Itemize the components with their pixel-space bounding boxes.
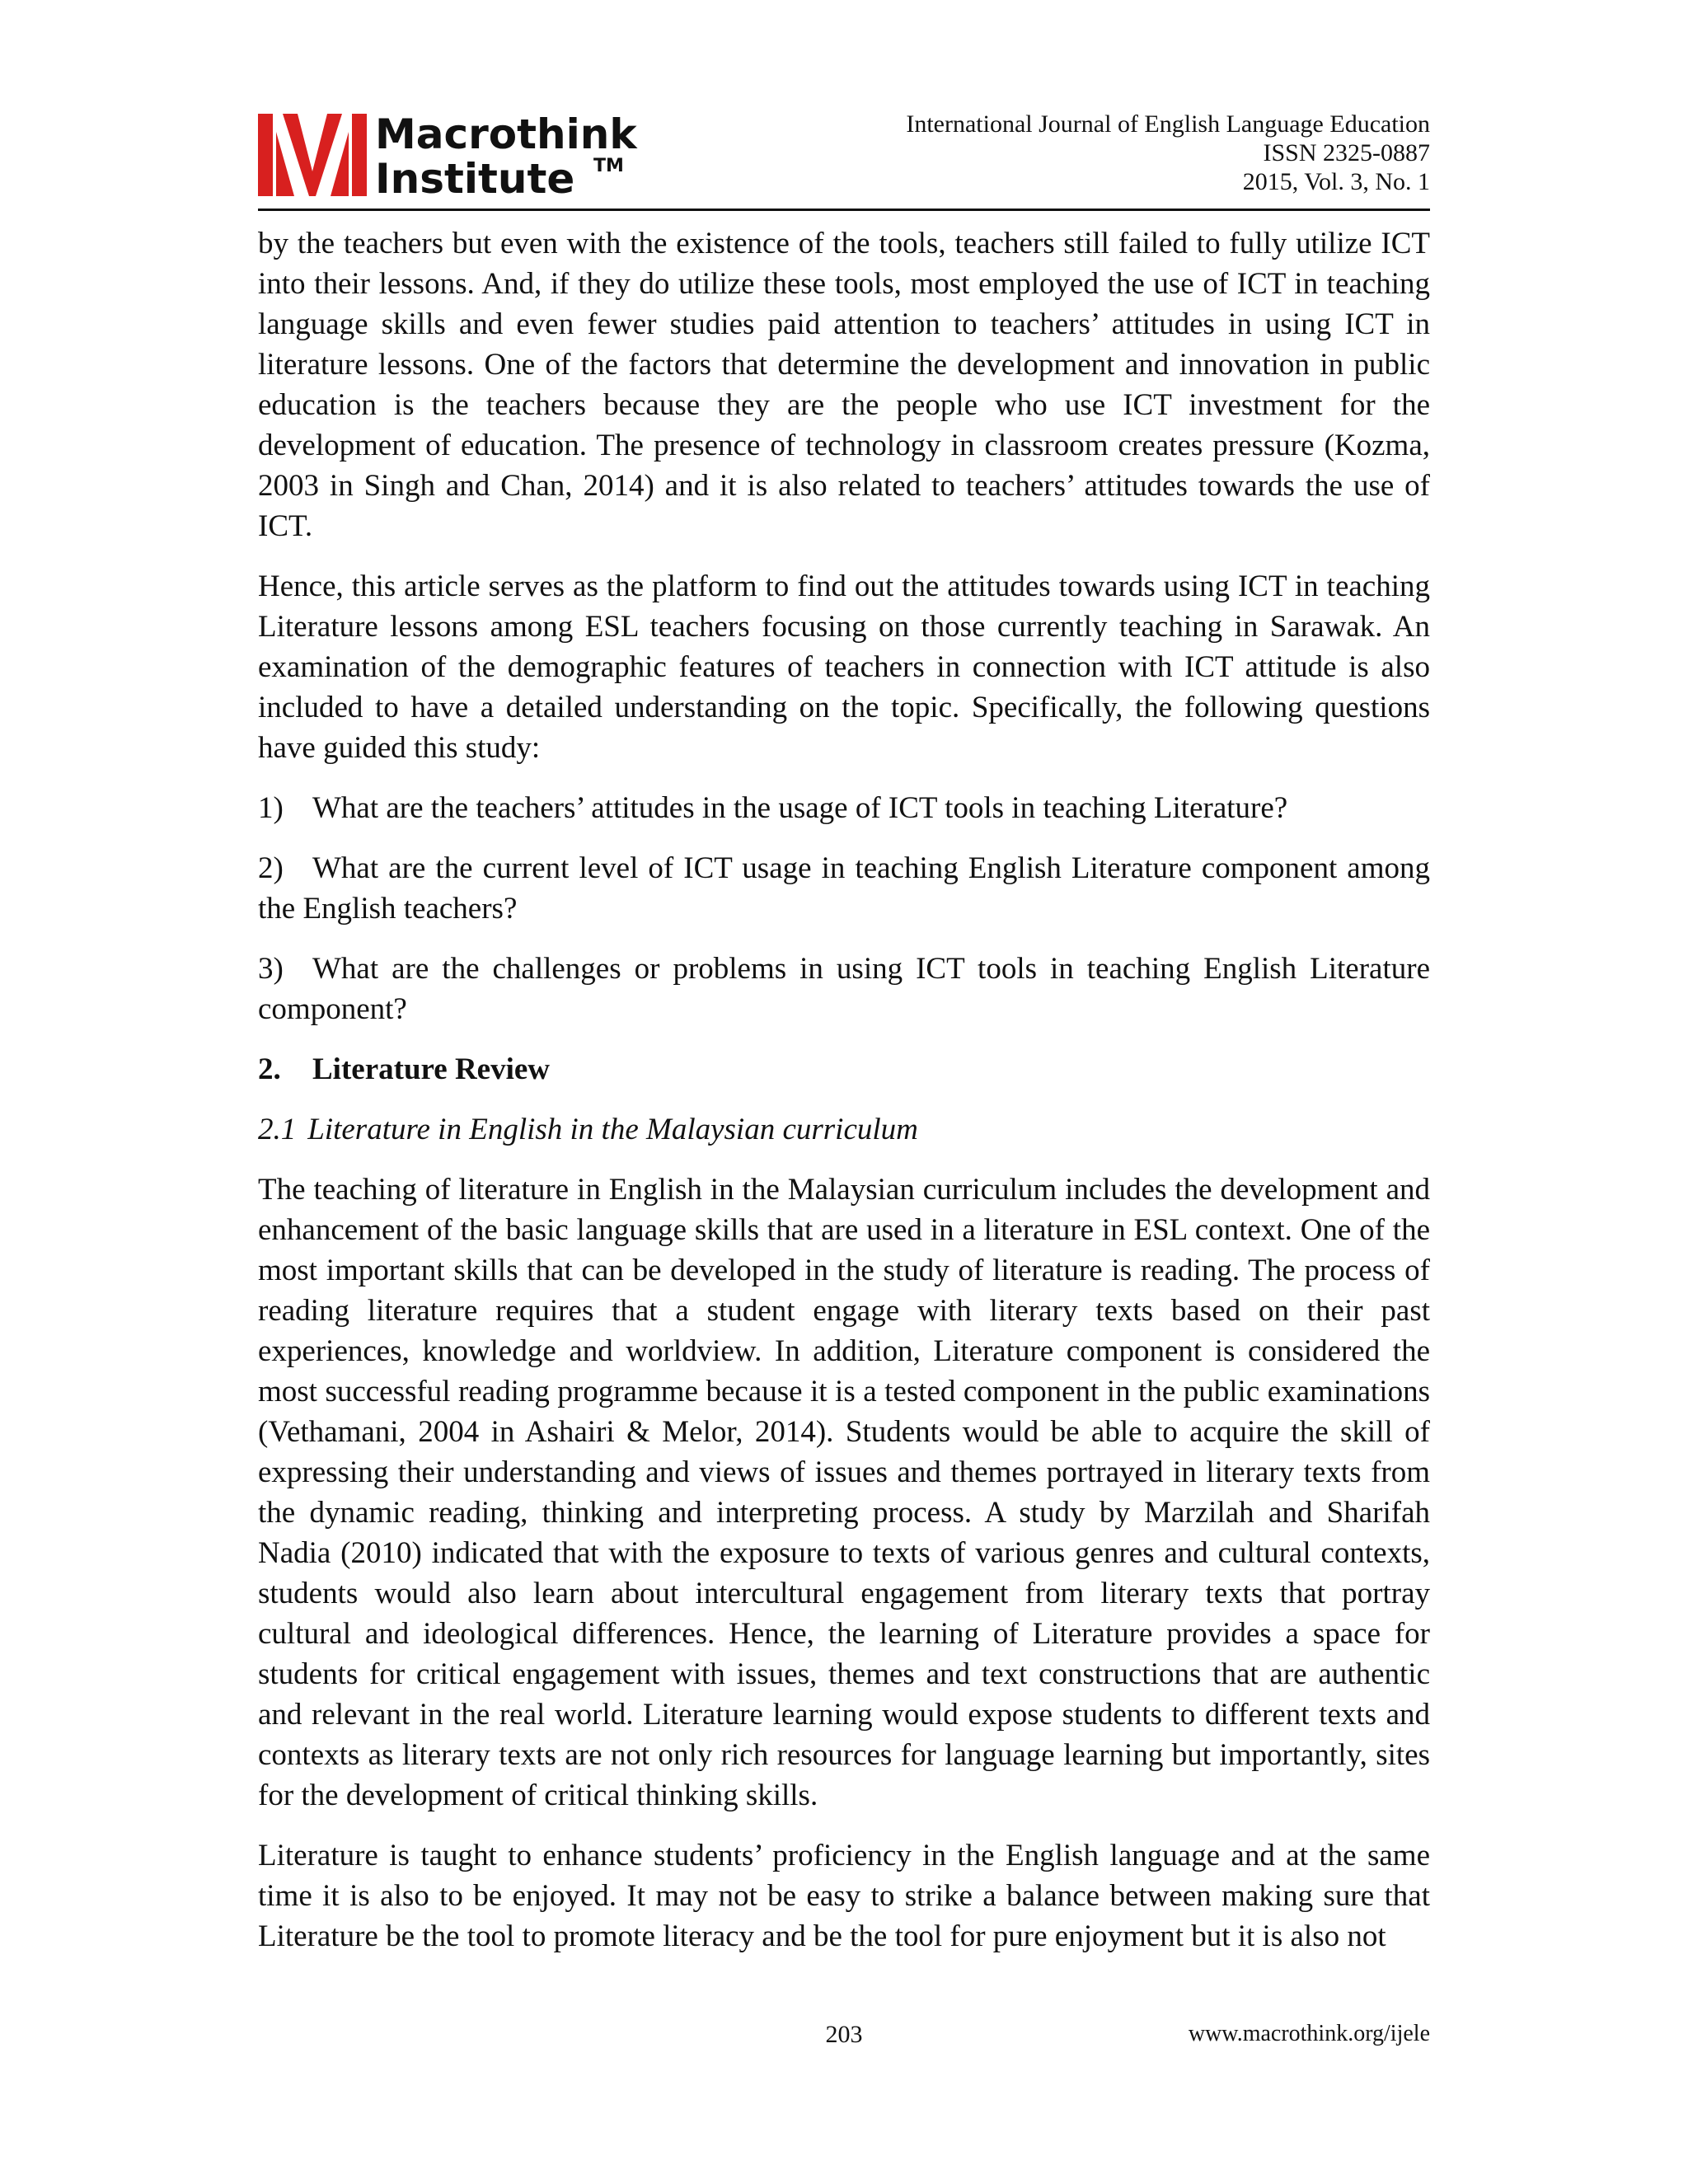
research-question: [258, 949, 1430, 1029]
article-body: [258, 223, 1430, 1976]
question-number: 3): [258, 952, 284, 986]
journal-issn: ISSN 2325-0887: [1263, 139, 1430, 166]
page-number: 203: [825, 2021, 863, 2048]
paragraph: The teaching of literature in English in the Malaysian curriculum includes the development and enhancement of the basic language skills that are used in a literature in ESL context. One of the most important skills that can be developed in the study of literature is reading. The process of reading literature requires that a student engage with literary texts based on their past experiences, knowledge and worldview. In addition, Literature component is considered the most successful reading programme because it is a tested component in the public examinations (Vethamani, 2004 in Ashairi & Melor, 2014). Students would be able to acquire the skill of expressing their understanding and views of issues and themes portrayed in literary texts from the dynamic reading, thinking and interpreting process. A study by Marzilah and Sharifah Nadia (2010) indicated that with the exposure to texts of various genres and cultural contexts, students would also learn about intercultural engagement from literary texts that portray cultural and ideological differences. Hence, the learning of Literature provides a space for students for critical engagement with issues, themes and text constructions that are authentic and relevant in the real world. Literature learning would expose students to different texts and contexts as literary texts are not only rich resources for language learning but importantly, sites for the development of critical thinking skills.: [258, 1173, 1430, 1812]
research-question: [258, 788, 1430, 828]
section-title: Literature Review: [312, 1052, 551, 1086]
paragraph: Literature is taught to enhance students’ proficiency in the English language and at the same time it is also to be enjoyed. It may not be easy to strike a balance between making sure that Literature be the tool to promote literacy and be the tool for pure enjoyment but it is also not: [258, 1839, 1430, 1953]
question-number: 1): [258, 791, 284, 825]
logo-line1: Macrothink: [375, 110, 637, 158]
publisher-logo: [258, 110, 654, 198]
question-text: What are the current level of ICT usage in teaching English Literature component among the English teachers?: [258, 851, 1430, 926]
journal-volume-issue: 2015, Vol. 3, No. 1: [1242, 168, 1430, 195]
logo-line2: Institute: [375, 155, 575, 198]
subsection-number: 2.1: [258, 1113, 297, 1146]
research-question: [258, 848, 1430, 929]
logo-trademark: TM: [593, 156, 624, 176]
paragraph: Hence, this article serves as the platform to find out the attitudes towards using ICT in teaching Literature lessons among ESL teachers focusing on those currently teaching in Sarawak. An examination of the demographic features of teachers in connection with ICT attitude is also included to have a detailed understanding on the topic. Specifically, the following questions have guided this study:: [258, 569, 1430, 765]
paragraph: by the teachers but even with the existence of the tools, teachers still failed to fully utilize ICT into their lessons. And, if they do utilize these tools, most employed the use of ICT in teaching language skills and even fewer studies paid attention to teachers’ attitudes in using ICT in literature lessons. One of the factors that determine the development and innovation in public education is the teachers because they are the people who use ICT investment for the development of education. The presence of technology in classroom creates pressure (Kozma, 2003 in Singh and Chan, 2014) and it is also related to teachers’ attitudes towards the use of ICT.: [258, 227, 1430, 543]
section-heading: [258, 1049, 1430, 1090]
subsection-title: Literature in English in the Malaysian curriculum: [307, 1113, 918, 1146]
subsection-heading: [258, 1109, 1430, 1150]
footer-url: www.macrothink.org/ijele: [1188, 2021, 1430, 2046]
header-divider: [258, 209, 1430, 211]
question-text: What are the challenges or problems in using ICT tools in teaching English Literature component?: [258, 952, 1430, 1026]
question-number: 2): [258, 851, 284, 885]
journal-name: International Journal of English Language Education: [906, 110, 1430, 138]
section-number: 2.: [258, 1052, 281, 1086]
journal-info: [906, 110, 1430, 196]
question-text: What are the teachers’ attitudes in the usage of ICT tools in teaching Literature?: [312, 791, 1288, 825]
macrothink-logo-mark: [258, 110, 654, 198]
